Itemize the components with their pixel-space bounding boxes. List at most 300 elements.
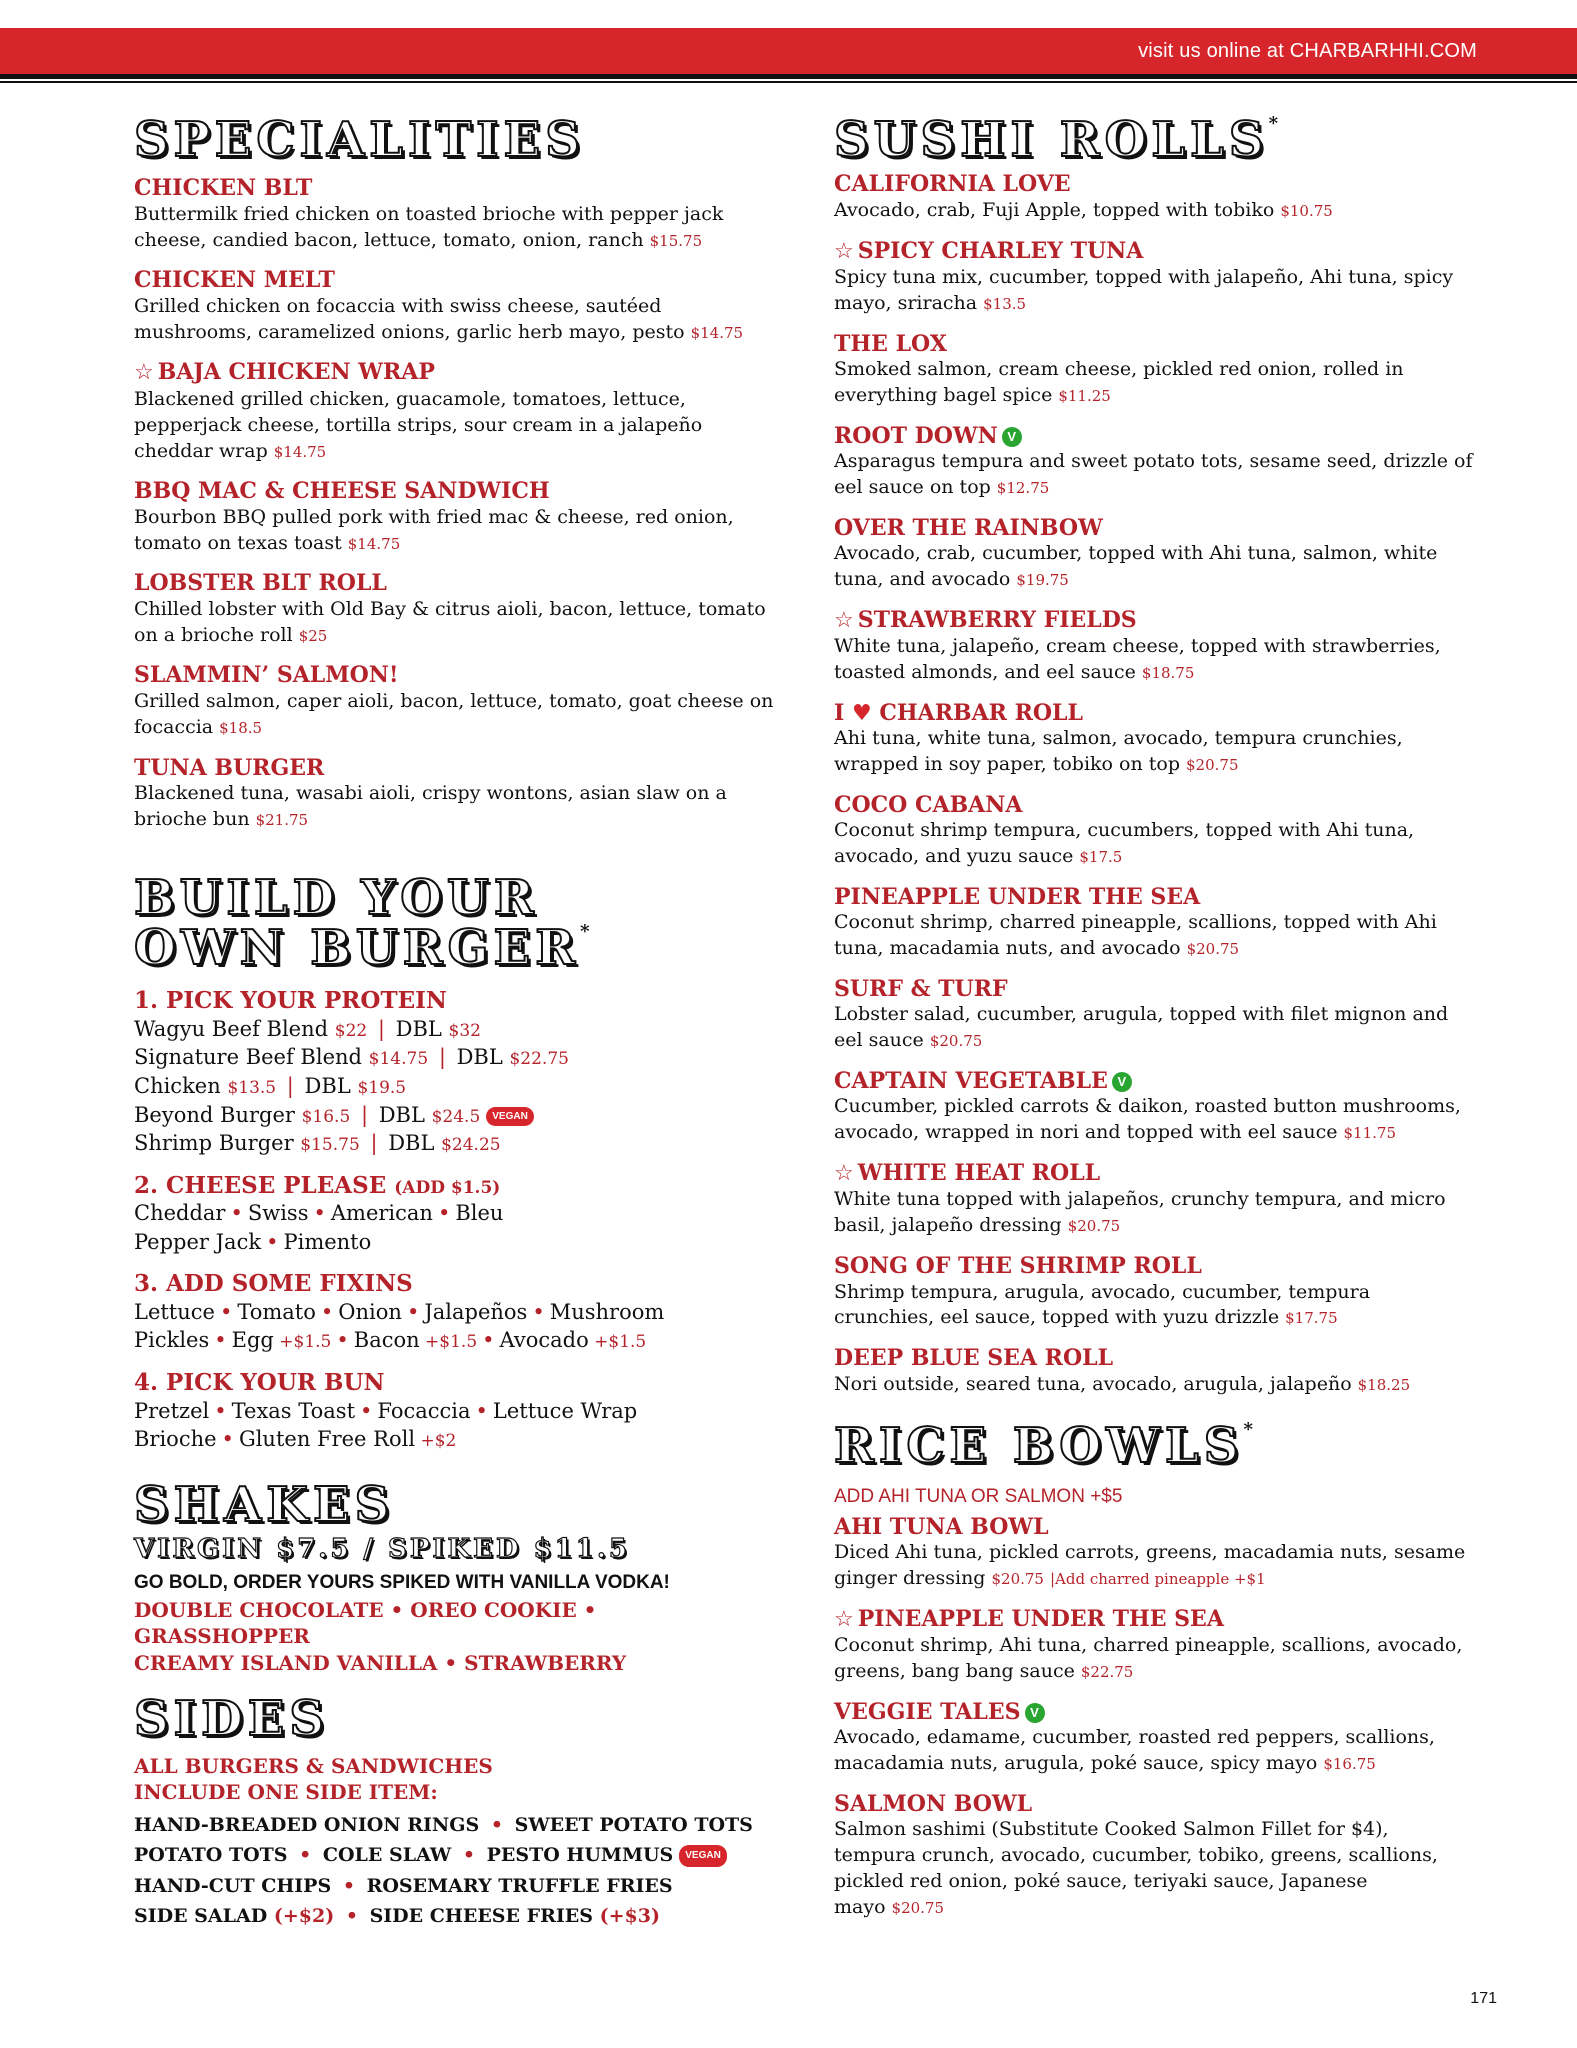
item-desc-text: Bourbon BBQ pulled pork with fried mac & cheese, red onion, tomato on texas toast — [134, 505, 734, 554]
item-price: $21.75 — [255, 810, 309, 829]
step-title: 1. PICK YOUR PROTEIN — [134, 987, 447, 1015]
divider — [0, 74, 1577, 79]
bullet-dot: • — [406, 1299, 420, 1324]
cheese-options — [134, 1199, 774, 1228]
item-price: $20.75 — [891, 1898, 945, 1917]
bullet-dot: • — [437, 1201, 451, 1226]
shake-flavor: CREAMY ISLAND VANILLA — [134, 1650, 438, 1675]
item-price: $20.75 — [1186, 940, 1240, 959]
item-name — [834, 1699, 1474, 1725]
option-price: +$1.5 — [419, 1332, 478, 1353]
protein-option — [134, 1015, 774, 1044]
item-name-text: WHITE HEAT ROLL — [857, 1160, 1101, 1187]
item-name-text: SPICY CHARLEY TUNA — [857, 237, 1144, 264]
item-name — [834, 238, 1474, 265]
item-name-text: CHICKEN BLT — [134, 175, 313, 202]
item-name-text: CALIFORNIA LOVE — [834, 171, 1071, 198]
item-name — [834, 1160, 1474, 1187]
burger-step-bun — [134, 1369, 774, 1454]
item-desc-text: Avocado, edamame, cucumber, roasted red peppers, scallions, macadamia nuts, arugula, poké sauce, spicy mayo — [834, 1726, 1435, 1775]
specialities-list — [134, 175, 774, 832]
item-description — [834, 1372, 1474, 1398]
item-name — [834, 1606, 1474, 1633]
item-price: $14.75 — [690, 323, 744, 342]
burger-title-line1: BUILD YOUR — [134, 869, 539, 926]
item-name-text: PINEAPPLE UNDER THE SEA — [857, 1605, 1224, 1632]
item-description — [834, 198, 1474, 224]
bullet-dot: • — [339, 1905, 365, 1928]
specialities-title: SPECIALITIES — [134, 112, 585, 168]
item-desc-text: Buttermilk fried chicken on toasted brioche with pepper jack cheese, candied bacon, lettuce, tomato, onion, ranch — [134, 202, 724, 251]
menu-item — [834, 792, 1474, 870]
item-price: $11.25 — [1058, 386, 1111, 405]
protein-option — [134, 1101, 774, 1130]
rice-bowls-title — [834, 1418, 1474, 1475]
item-price: $17.75 — [1285, 1309, 1338, 1328]
item-name-text: LOBSTER BLT ROLL — [134, 570, 387, 597]
sides-intro: ALL BURGERS & SANDWICHES — [134, 1753, 493, 1778]
menu-item — [834, 331, 1474, 409]
item-name-text: SURF & TURF — [834, 975, 1008, 1002]
sides-title: SIDES — [134, 1691, 329, 1748]
item-name — [834, 700, 1474, 726]
asterisk: * — [580, 920, 590, 942]
bullet-dot: • — [437, 1650, 465, 1675]
left-column — [134, 112, 774, 1932]
item-desc-text: Shrimp tempura, arugula, avocado, cucumber, tempura crunchies, eel sauce, topped with yuzu drizzle — [834, 1280, 1371, 1329]
double-label: DBL — [378, 1102, 432, 1127]
item-description — [834, 634, 1474, 686]
menu-item — [834, 1791, 1474, 1921]
menu-item — [834, 1699, 1474, 1777]
item-name — [834, 1253, 1474, 1279]
side-item: SWEET POTATO TOTS — [514, 1814, 753, 1837]
option-name: Gluten Free Roll — [238, 1427, 416, 1452]
page-number: 171 — [1470, 1990, 1497, 2007]
shakes-flavors — [134, 1597, 774, 1677]
step-addon: (ADD $1.5) — [394, 1177, 501, 1198]
menu-item — [834, 1068, 1474, 1146]
item-price: $20.75 — [1186, 756, 1239, 775]
bullet-dot: • — [336, 1874, 362, 1897]
protein-name: Signature Beef Blend — [134, 1045, 369, 1070]
menu-item — [834, 1514, 1474, 1592]
item-name-text: CHARBAR ROLL — [871, 699, 1083, 726]
shake-flavor: GRASSHOPPER — [134, 1624, 310, 1649]
item-name-text: VEGGIE TALES — [834, 1698, 1021, 1725]
item-name — [834, 1345, 1474, 1371]
item-name — [134, 175, 774, 201]
item-description — [834, 818, 1474, 870]
option-name: Pickles — [134, 1328, 210, 1353]
double-price: $22.75 — [509, 1049, 569, 1070]
item-name — [834, 1068, 1474, 1094]
protein-price: $16.5 — [301, 1106, 351, 1127]
separator: | — [354, 1102, 375, 1127]
burger-title-line2: OWN BURGER — [134, 919, 581, 976]
bullet-dot: • — [214, 1398, 227, 1423]
item-description — [134, 689, 774, 741]
star-icon: ☆ — [834, 1606, 854, 1632]
item-name — [834, 884, 1474, 910]
double-label: DBL — [304, 1074, 358, 1099]
item-description — [834, 541, 1474, 593]
double-price: $24.5 — [431, 1106, 481, 1127]
item-description — [134, 505, 774, 557]
menu-item — [834, 515, 1474, 593]
heart-icon: ♥ — [851, 699, 872, 726]
item-name — [134, 570, 774, 596]
bullet-dot: • — [336, 1328, 349, 1353]
bullet-dot: • — [475, 1398, 488, 1423]
protein-option — [134, 1129, 774, 1158]
item-name — [834, 171, 1474, 197]
menu-item — [834, 1606, 1474, 1685]
item-description — [834, 1094, 1474, 1146]
protein-price: $22 — [334, 1020, 368, 1041]
burger-steps — [134, 987, 774, 1453]
shake-flavors-line — [134, 1597, 774, 1650]
protein-name: Beyond Burger — [134, 1102, 302, 1127]
item-price: $18.5 — [219, 718, 263, 737]
item-price: $14.75 — [347, 534, 401, 553]
side-item: HAND-BREADED ONION RINGS — [134, 1814, 480, 1837]
right-column — [834, 112, 1474, 1935]
shakes-note: GO BOLD, ORDER YOURS SPIKED WITH VANILLA VODKA! — [134, 1572, 670, 1594]
item-name — [834, 515, 1474, 541]
bowls-addon: ADD AHI TUNA OR SALMON +$5 — [834, 1485, 1123, 1507]
item-name — [834, 1514, 1474, 1540]
menu-item — [834, 238, 1474, 317]
option-name: Jalapeños — [424, 1299, 528, 1324]
cheese-options — [134, 1228, 774, 1257]
burger-step-protein — [134, 987, 774, 1157]
menu-item — [134, 359, 774, 464]
top-banner — [0, 28, 1577, 74]
star-icon: ☆ — [834, 1161, 854, 1187]
asterisk: * — [1268, 113, 1278, 134]
item-name-text: THE LOX — [834, 330, 947, 357]
fixins-options — [134, 1326, 774, 1355]
item-name — [834, 792, 1474, 818]
website-link[interactable]: visit us online at CHARBARHHI.COM — [1138, 40, 1477, 62]
option-name: Texas Toast — [231, 1398, 356, 1423]
side-item: ROSEMARY TRUFFLE FRIES — [366, 1874, 673, 1897]
step-title — [134, 1172, 774, 1200]
item-description — [834, 1280, 1474, 1332]
option-name: Onion — [338, 1299, 402, 1324]
menu-item — [834, 700, 1474, 778]
item-name — [134, 267, 774, 293]
option-name: Cheddar — [134, 1201, 226, 1226]
bullet-dot: • — [482, 1328, 495, 1353]
item-desc-text: Spicy tuna mix, cucumber, topped with jalapeño, Ahi tuna, spicy mayo, sriracha — [834, 266, 1454, 314]
side-item: COLE SLAW — [322, 1844, 452, 1867]
item-desc-text: Blackened tuna, wasabi aioli, crispy wontons, asian slaw on a brioche bun — [134, 781, 727, 830]
protein-option — [134, 1043, 774, 1072]
vegetarian-icon: V — [1112, 1072, 1132, 1092]
item-price: $18.75 — [1141, 664, 1195, 683]
item-desc-text: Diced Ahi tuna, pickled carrots, greens, macadamia nuts, sesame ginger dressing — [834, 1541, 1466, 1589]
item-name-text: SLAMMIN’ SALMON! — [134, 662, 399, 689]
item-name — [834, 423, 1474, 449]
bullet-dot: • — [576, 1597, 597, 1622]
item-desc-text: Coconut shrimp, Ahi tuna, charred pineapple, scallions, avocado, greens, bang bang sauce — [834, 1634, 1463, 1683]
menu-item — [134, 570, 774, 648]
bullet-dot: • — [360, 1398, 373, 1423]
item-name-text: PINEAPPLE UNDER THE SEA — [834, 883, 1201, 910]
item-name-text: CAPTAIN VEGETABLE — [834, 1068, 1108, 1095]
item-desc-text: Grilled salmon, caper aioli, bacon, lettuce, tomato, goat cheese on focaccia — [134, 689, 774, 738]
menu-item — [134, 175, 774, 253]
item-price: $20.75 — [991, 1570, 1044, 1588]
item-name-text: TUNA BURGER — [134, 754, 325, 781]
double-price: $24.25 — [441, 1135, 501, 1156]
protein-price: $14.75 — [368, 1049, 429, 1070]
item-description — [834, 265, 1474, 317]
item-price: $11.75 — [1343, 1124, 1396, 1143]
side-price: (+$2) — [267, 1905, 335, 1928]
protein-option — [134, 1072, 774, 1101]
protein-name: Chicken — [134, 1074, 228, 1099]
item-desc-text: Grilled chicken on focaccia with swiss cheese, sautéed mushrooms, caramelized onions, garlic herb mayo, pesto — [134, 294, 685, 343]
bun-options — [134, 1425, 774, 1454]
option-name: Brioche — [134, 1427, 217, 1452]
item-name-text: COCO CABANA — [834, 791, 1023, 818]
separator: | — [371, 1016, 392, 1041]
item-price: $10.75 — [1280, 201, 1333, 220]
sushi-title — [834, 112, 1474, 168]
item-description — [134, 597, 774, 649]
item-description — [834, 726, 1474, 778]
item-description — [134, 294, 774, 346]
item-name-text: DEEP BLUE SEA ROLL — [834, 1345, 1114, 1372]
item-desc-text: Cucumber, pickled carrots & daikon, roasted button mushrooms, avocado, wrapped in nori and topped with eel sauce — [834, 1095, 1461, 1144]
sides-list — [134, 1810, 774, 1932]
star-icon: ☆ — [834, 238, 854, 264]
protein-price: $13.5 — [227, 1078, 277, 1099]
bullet-dot: • — [292, 1844, 318, 1867]
item-description — [134, 202, 774, 254]
bullet-dot: • — [532, 1299, 545, 1324]
item-price: $14.75 — [273, 442, 327, 461]
item-description — [834, 1725, 1474, 1777]
double-label: DBL — [456, 1045, 510, 1070]
item-description — [834, 1817, 1474, 1920]
vegan-badge: VEGAN — [679, 1845, 727, 1867]
side-item: SIDE CHEESE FRIES — [369, 1905, 593, 1928]
item-price: $25 — [298, 626, 328, 645]
item-name-text: CHICKEN MELT — [134, 267, 335, 294]
option-name: Mushroom — [549, 1299, 665, 1324]
item-desc-text: Asparagus tempura and sweet potato tots, sesame seed, drizzle of eel sauce on top — [834, 450, 1473, 498]
shake-flavor: OREO COOKIE — [410, 1597, 577, 1622]
side-item: POTATO TOTS — [134, 1844, 288, 1867]
option-name: American — [330, 1201, 433, 1226]
item-name — [134, 755, 774, 781]
item-name — [134, 662, 774, 688]
step-title: 4. PICK YOUR BUN — [134, 1369, 385, 1397]
menu-item — [834, 607, 1474, 686]
item-name — [134, 478, 774, 504]
sushi-list — [834, 171, 1474, 1397]
item-description — [134, 387, 774, 464]
shakes-title: SHAKES — [134, 1476, 395, 1533]
step-title-text: 2. CHEESE PLEASE — [134, 1171, 387, 1199]
sides-row — [134, 1871, 774, 1901]
bullet-dot: • — [456, 1844, 482, 1867]
item-description — [834, 1540, 1474, 1592]
item-name — [834, 607, 1474, 634]
bun-options — [134, 1397, 774, 1426]
item-price: $12.75 — [996, 478, 1050, 497]
double-price: $19.5 — [357, 1078, 407, 1099]
option-name: Pretzel — [134, 1398, 210, 1423]
item-price: $15.75 — [649, 231, 703, 250]
item-description — [834, 449, 1474, 501]
double-label: DBL — [395, 1016, 449, 1041]
burger-title — [134, 869, 774, 976]
option-name: Egg — [231, 1328, 274, 1353]
shakes-price-line: VIRGIN $7.5 / SPIKED $11.5 — [134, 1534, 630, 1565]
item-description — [834, 1187, 1474, 1239]
item-desc-text: Lobster salad, cucumber, arugula, topped with filet mignon and eel sauce — [834, 1003, 1449, 1052]
item-desc-text: Avocado, crab, Fuji Apple, topped with tobiko — [834, 198, 1275, 221]
divider — [0, 81, 1577, 83]
side-item: PESTO HUMMUS — [486, 1844, 674, 1867]
item-price: $16.75 — [1323, 1755, 1376, 1774]
item-price: $20.75 — [1067, 1217, 1121, 1236]
sides-row — [134, 1810, 774, 1840]
bullet-dot: • — [230, 1201, 243, 1226]
rice-bowls-title-text: RICE BOWLS — [834, 1418, 1244, 1475]
item-desc-text: Salmon sashimi (Substitute Cooked Salmon Fillet for $4), tempura crunch, avocado, cucumber, tobiko, greens, scallions, pickled red onion, poké sauce, teriyaki sauce, Japanese mayo — [834, 1818, 1438, 1918]
item-name — [834, 976, 1474, 1002]
option-name: Lettuce Wrap — [492, 1398, 638, 1423]
item-price: $13.5 — [983, 294, 1027, 313]
sides-row — [134, 1901, 774, 1931]
sides-row — [134, 1840, 774, 1870]
option-price: +$1.5 — [273, 1332, 332, 1353]
protein-name: Shrimp Burger — [134, 1131, 301, 1156]
item-desc-text: Ahi tuna, white tuna, salmon, avocado, tempura crunchies, wrapped in soy paper, tobiko on top — [834, 727, 1403, 776]
option-name: Bacon — [353, 1328, 420, 1353]
option-price: +$2 — [415, 1431, 457, 1452]
bullet-dot: • — [219, 1299, 233, 1324]
item-description — [834, 1633, 1474, 1685]
menu-item — [834, 423, 1474, 501]
menu-item — [834, 1253, 1474, 1331]
item-price: $17.5 — [1079, 848, 1123, 867]
item-price: $18.25 — [1357, 1375, 1411, 1394]
star-icon: ☆ — [134, 360, 154, 386]
item-desc-text: White tuna, jalapeño, cream cheese, topped with strawberries, toasted almonds, and eel sauce — [834, 635, 1441, 684]
item-name — [134, 359, 774, 386]
item-name — [834, 1791, 1474, 1817]
side-price: (+$3) — [593, 1905, 660, 1928]
item-description — [134, 781, 774, 833]
item-price: $19.75 — [1016, 570, 1069, 589]
option-name: Swiss — [247, 1201, 309, 1226]
item-desc-text: White tuna topped with jalapeños, crunchy tempura, and micro basil, jalapeño dressing — [834, 1188, 1446, 1237]
menu-item — [834, 1345, 1474, 1397]
sushi-title-text: SUSHI ROLLS — [834, 112, 1269, 168]
separator: | — [1049, 1570, 1056, 1588]
item-name-text: I — [834, 699, 852, 726]
option-name: Pimento — [283, 1229, 372, 1254]
burger-step-cheese — [134, 1172, 774, 1257]
bullet-dot: • — [320, 1299, 334, 1324]
sides-intro: INCLUDE ONE SIDE ITEM: — [134, 1780, 438, 1805]
item-name — [834, 331, 1474, 357]
separator: | — [432, 1045, 453, 1070]
option-name: Avocado — [499, 1328, 589, 1353]
option-price: +$1.5 — [588, 1332, 647, 1353]
side-item: SIDE SALAD — [134, 1905, 268, 1928]
item-desc-text: Coconut shrimp tempura, cucumbers, topped with Ahi tuna, avocado, and yuzu sauce — [834, 819, 1415, 868]
shake-flavors-line — [134, 1650, 774, 1677]
menu-item — [134, 755, 774, 833]
item-description — [834, 910, 1474, 962]
menu-item — [134, 267, 774, 345]
option-name: Lettuce — [134, 1299, 215, 1324]
bullet-dot: • — [221, 1427, 234, 1452]
item-desc-text: Coconut shrimp, charred pineapple, scallions, topped with Ahi tuna, macadamia nuts, and avocado — [834, 911, 1437, 960]
item-desc-text: Avocado, crab, cucumber, topped with Ahi tuna, salmon, white tuna, and avocado — [834, 542, 1438, 590]
item-name-text: SONG OF THE SHRIMP ROLL — [834, 1253, 1202, 1280]
double-price: $32 — [448, 1020, 481, 1041]
item-name-text: ROOT DOWN — [834, 422, 998, 449]
separator: | — [280, 1074, 301, 1099]
fixins-options — [134, 1298, 774, 1327]
bullet-dot: • — [484, 1814, 510, 1837]
menu-item — [834, 171, 1474, 223]
vegetarian-icon: V — [1025, 1703, 1045, 1723]
item-name-text: SALMON BOWL — [834, 1790, 1033, 1817]
item-price: $20.75 — [929, 1032, 983, 1051]
item-price: $22.75 — [1080, 1663, 1134, 1682]
side-item: HAND-CUT CHIPS — [134, 1874, 332, 1897]
menu-item — [134, 478, 774, 556]
item-description — [834, 357, 1474, 409]
step-title: 3. ADD SOME FIXINS — [134, 1270, 413, 1298]
option-name: Focaccia — [377, 1398, 471, 1423]
option-name: Tomato — [237, 1299, 316, 1324]
item-desc-text: Blackened grilled chicken, guacamole, tomatoes, lettuce, pepperjack cheese, tortilla strips, sour cream in a jalapeño cheddar wrap — [134, 387, 703, 462]
menu-item — [834, 1160, 1474, 1239]
bowls-list — [834, 1514, 1474, 1921]
star-icon: ☆ — [834, 607, 854, 633]
protein-price: $15.75 — [300, 1135, 360, 1156]
vegan-badge: VEGAN — [486, 1107, 534, 1127]
item-desc-text: Chilled lobster with Old Bay & citrus aioli, bacon, lettuce, tomato on a brioche roll — [134, 597, 766, 646]
option-name: Pepper Jack — [134, 1229, 262, 1254]
double-label: DBL — [388, 1131, 442, 1156]
vegetarian-icon: V — [1002, 427, 1022, 447]
bullet-dot: • — [214, 1328, 227, 1353]
item-name-text: OVER THE RAINBOW — [834, 514, 1103, 541]
bullet-dot: • — [313, 1201, 326, 1226]
shake-flavor: DOUBLE CHOCOLATE — [134, 1597, 384, 1622]
menu-item — [834, 884, 1474, 962]
separator: | — [363, 1131, 385, 1156]
shake-flavor: STRAWBERRY — [464, 1650, 627, 1675]
menu-item — [134, 662, 774, 740]
option-name: Bleu — [455, 1201, 504, 1226]
item-description — [834, 1002, 1474, 1054]
item-name-text: STRAWBERRY FIELDS — [857, 606, 1137, 633]
item-desc-text: Smoked salmon, cream cheese, pickled red onion, rolled in everything bagel spice — [834, 358, 1404, 406]
